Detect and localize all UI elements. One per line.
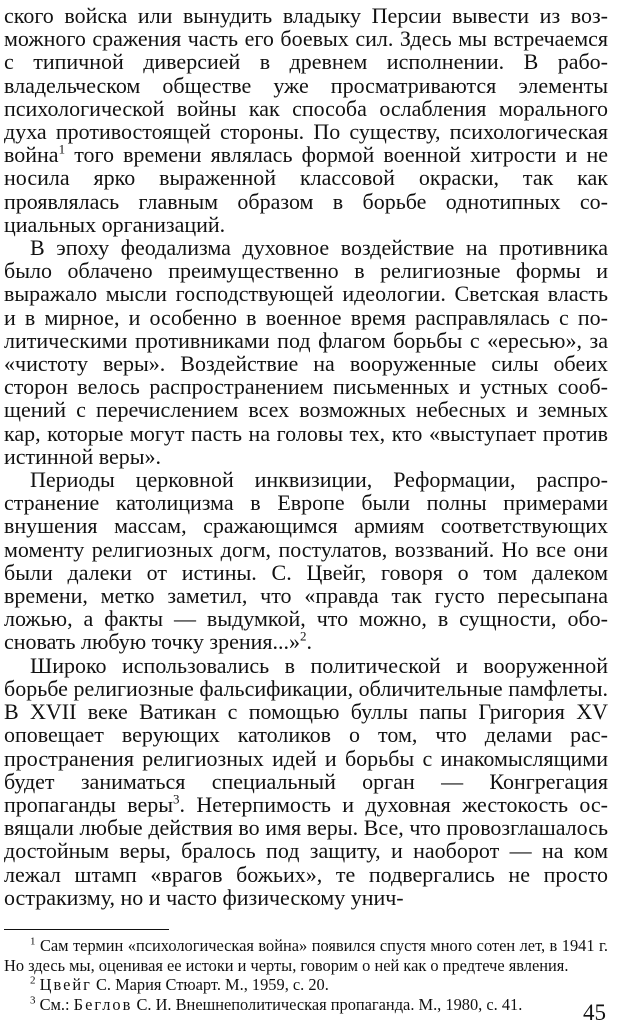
footnote-prefix: См.: <box>35 994 74 1014</box>
footnote-text: Сам термин «психологическая война» появился спустя много сотен лет, в 1941 г. Но здесь мы, оценивая ее истоки и черты, говорим о ней как о предтече явления. <box>4 935 608 975</box>
paragraph-1 <box>4 4 608 236</box>
footnote-mark: 3 <box>30 994 36 1007</box>
paragraph-text: ского войска или вынудить владыку Персии вывести из возможного сражения часть его боевых сил. Здесь мы встречаемся с типичной диверсией в древнем исполнении. В рабовладельческом обществе уже просматриваются элементы психологической войны как способа ослабления морального духа противостоящей стороны. По существу, психологическая война <box>4 3 608 168</box>
footnote-text: С. И. Внешнеполитическая пропаганда. М., 1980, с. 41. <box>132 994 523 1014</box>
footnote-mark: 1 <box>30 935 36 948</box>
paragraph-3 <box>4 468 608 654</box>
paragraph-2 <box>4 236 608 468</box>
footnote-divider <box>4 929 169 930</box>
page-number: 45 <box>583 1000 606 1025</box>
paragraph-text: . <box>306 629 313 655</box>
footnote-2 <box>4 975 608 995</box>
paragraph-text: того времени являлась формой военной хитрости и не носила ярко выраженной классовой окраски, так как проявлялась главным образом в борьбе однотипных социальных организаций. <box>4 142 608 237</box>
footnote-ref-2: 2 <box>300 629 307 645</box>
paragraph-text: В эпоху феодализма духовное воздействие на противника было облачено преимущественно в религиозные формы и выражало мысли господствующей идеологии. Светская власть и в мирное, и особенно в военное время расправлялась с политическими противниками под флагом борьбы с «ересью», за «чистоту веры». Воздействие на вооруженные силы обеих сторон велось распространением письменных и устных сообщений с перечислением всех возможных небесных и земных кар, которые могут пасть на головы тех, кто «выступает против истинной веры». <box>4 235 608 469</box>
footnote-ref-1: 1 <box>58 141 66 157</box>
paragraph-text: Периоды церковной инквизиции, Реформации, распространение католицизма в Европе были полны примерами внушения массам, сражающимся армиям соответствующих моменту религиозных догм, постулатов, воззваний. Но все они были далеки от истины. С. Цвейг, говоря о том далеком времени, метко заметил, что «правда так густо пересыпана ложью, а факты — выдумкой, что можно, в сущности, обосновать любую точку зрения...» <box>4 467 608 655</box>
footnote-ref-3: 3 <box>173 791 180 807</box>
paragraph-text: Широко использовались в политической и вооруженной борьбе религиозные фальсификации, обличительные памфлеты. В XVII веке Ватикан с помощью буллы папы Григория XV оповещает верующих католиков о том, что делами распространения религиозных идей и борьбы с инакомыслящими будет заниматься специальный орган — Конгрегация пропаганды веры <box>4 652 608 817</box>
footnote-3 <box>4 995 608 1015</box>
main-text <box>4 4 608 909</box>
paragraph-4 <box>4 654 608 909</box>
footnote-1 <box>4 936 608 975</box>
footnote-text: С. Мария Стюарт. М., 1959, с. 20. <box>91 975 329 995</box>
footnotes <box>4 936 608 1014</box>
footnote-mark: 2 <box>30 974 36 987</box>
footnote-author: Цвейг <box>39 975 92 995</box>
footnote-author: Беглов <box>73 994 133 1014</box>
paragraph-text: . Нетерпимость и духовная жестокость освящали любые действия во имя веры. Все, что провозглашалось достойным веры, бралось под защиту, и наоборот — на ком лежал штамп «врагов божьих», те подвергались не просто остракизму, но и часто физическому унич- <box>4 791 608 910</box>
